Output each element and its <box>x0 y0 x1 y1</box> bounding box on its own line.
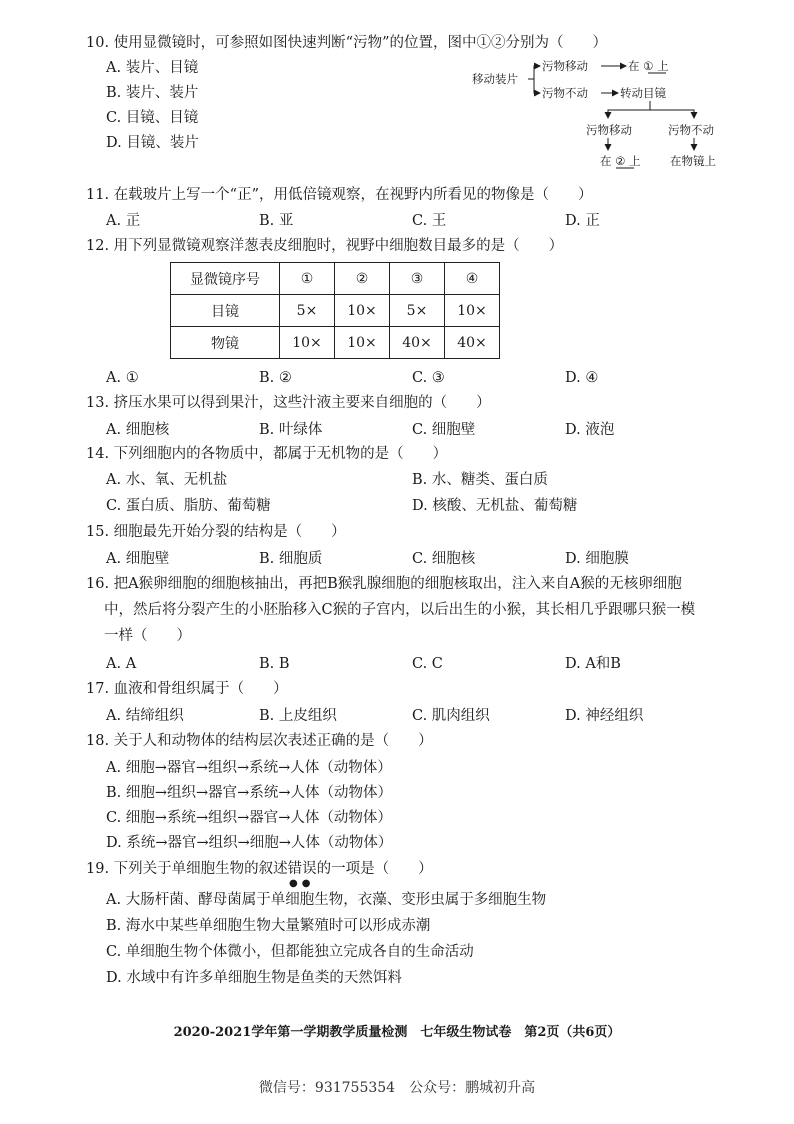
question-19-option-c: C. 单细胞生物个体微小，但都能独立完成各自的生命活动 <box>106 944 474 960</box>
question-15-option-c: C. 细胞核 <box>412 551 476 567</box>
diagram-rotate-eyepiece: 转动目镜 <box>620 86 666 100</box>
diagram-in-2-on: 在 ② 上 <box>600 154 641 168</box>
question-10-option-c: C. 目镜、目镜 <box>106 110 199 126</box>
table-header-cell: ③ <box>390 263 445 295</box>
diagram-on-objective: 在物镜上 <box>670 154 716 168</box>
table-header-cell: 显微镜序号 <box>171 263 280 295</box>
table-header-cell: ① <box>280 263 335 295</box>
diagram-move-slide: 移动装片 <box>472 72 518 86</box>
question-13-option-d: D. 液泡 <box>565 422 615 438</box>
page-footer: 2020-2021学年第一学期教学质量检测 七年级生物试卷 第2页（共6页） <box>173 1025 621 1040</box>
question-11-option-d: D. 正 <box>565 213 600 229</box>
question-18-stem: 18. 关于人和动物体的结构层次表述正确的是（ ） <box>86 733 433 749</box>
question-18-option-c: C. 细胞→系统→组织→器官→人体（动物体） <box>106 810 392 826</box>
question-15-option-b: B. 细胞质 <box>259 551 323 567</box>
table-cell: 物镜 <box>171 327 280 359</box>
question-15-option-a: A. 细胞壁 <box>106 551 170 567</box>
table-row <box>171 295 500 327</box>
question-16-option-b: B. B <box>259 656 290 672</box>
question-14-option-c: C. 蛋白质、脂肪、葡萄糖 <box>106 498 271 514</box>
question-16-option-c: C. C <box>412 656 443 672</box>
question-16-stem-line-2: 中，然后将分裂产生的小胚胎移入C猴的子宫内，以后出生的小猴，其长相几乎跟哪只猴一模 <box>104 602 696 618</box>
emphasis-dots: ●● <box>289 878 315 889</box>
question-18-option-d: D. 系统→器官→组织→细胞→人体（动物体） <box>106 835 393 851</box>
question-11-option-a: A. 㱏 <box>106 213 141 229</box>
question-16-option-d: D. A和B <box>565 656 621 672</box>
question-19-stem: 19. 下列关于单细胞生物的叙述错误的一项是（ ） <box>86 861 433 877</box>
question-12-stem: 12. 用下列显微镜观察洋葱表皮细胞时，视野中细胞数目最多的是（ ） <box>86 238 564 254</box>
table-row <box>171 327 500 359</box>
table-row <box>171 263 500 295</box>
question-13-stem: 13. 挤压水果可以得到果汁，这些汁液主要来自细胞的（ ） <box>86 395 491 411</box>
diagram-dirt-still: 污物不动 <box>542 86 588 100</box>
question-16-stem-line-1: 16. 把A猴卵细胞的细胞核抽出，再把B猴乳腺细胞的细胞核取出，注入来自A猴的无核卵细胞 <box>86 576 682 592</box>
diagram-dirt-still-2: 污物不动 <box>668 123 714 137</box>
diagram-dirt-moves-2: 污物移动 <box>586 123 632 137</box>
question-12-option-a: A. ① <box>106 370 139 386</box>
table-cell: 10× <box>280 327 335 359</box>
question-15-stem: 15. 细胞最先开始分裂的结构是（ ） <box>86 524 346 540</box>
question-17-option-a: A. 结缔组织 <box>106 708 184 724</box>
table-cell: 目镜 <box>171 295 280 327</box>
question-11-option-b: B. 亚 <box>259 213 294 229</box>
table-header-cell: ② <box>335 263 390 295</box>
question-16-option-a: A. A <box>106 656 137 672</box>
microscope-table <box>170 262 500 359</box>
question-16-stem-line-3: 一样（ ） <box>104 628 191 644</box>
diagram-dirt-moves: 污物移动 <box>542 59 588 73</box>
question-14-option-a: A. 水、氧、无机盐 <box>106 472 228 488</box>
table-cell: 40× <box>445 327 500 359</box>
question-13-option-a: A. 细胞核 <box>106 422 170 438</box>
question-12-option-c: C. ③ <box>412 370 445 386</box>
diagram-in-1-on: 在 ① 上 <box>628 59 669 73</box>
question-19-option-b: B. 海水中某些单细胞生物大量繁殖时可以形成赤潮 <box>106 918 431 934</box>
question-14-option-d: D. 核酸、无机盐、葡萄糖 <box>412 498 578 514</box>
question-10-option-b: B. 装片、装片 <box>106 85 199 101</box>
table-cell: 10× <box>335 295 390 327</box>
question-10-option-d: D. 目镜、装片 <box>106 135 199 151</box>
question-11-option-c: C. 王 <box>412 213 447 229</box>
question-17-option-b: B. 上皮组织 <box>259 708 337 724</box>
question-10-option-a: A. 装片、目镜 <box>106 60 199 76</box>
question-17-option-c: C. 肌肉组织 <box>412 708 490 724</box>
question-13-option-b: B. 叶绿体 <box>259 422 323 438</box>
question-18-option-a: A. 细胞→器官→组织→系统→人体（动物体） <box>106 760 392 776</box>
question-19-option-a: A. 大肠杆菌、酵母菌属于单细胞生物，衣藻、变形虫属于多细胞生物 <box>106 892 547 908</box>
question-15-option-d: D. 细胞膜 <box>565 551 629 567</box>
table-cell: 5× <box>280 295 335 327</box>
question-11-stem: 11. 在载玻片上写一个“正”，用低倍镜观察，在视野内所看见的物像是（ ） <box>86 187 593 203</box>
table-header-cell: ④ <box>445 263 500 295</box>
question-17-stem: 17. 血液和骨组织属于（ ） <box>86 681 288 697</box>
table-cell: 40× <box>390 327 445 359</box>
question-12-option-d: D. ④ <box>565 370 599 386</box>
question-12-option-b: B. ② <box>259 370 292 386</box>
dirt-location-flowchart <box>468 54 728 174</box>
question-14-stem: 14. 下列细胞内的各物质中，都属于无机物的是（ ） <box>86 446 448 462</box>
question-10-stem: 10. 使用显微镜时，可参照如图快速判断“污物”的位置，图中①②分别为（ ） <box>86 35 607 51</box>
watermark-text: 微信号：931755354 公众号：鹏城初升高 <box>258 1080 536 1096</box>
question-18-option-b: B. 细胞→组织→器官→系统→人体（动物体） <box>106 785 392 801</box>
table-cell: 10× <box>335 327 390 359</box>
question-13-option-c: C. 细胞壁 <box>412 422 476 438</box>
question-17-option-d: D. 神经组织 <box>565 708 644 724</box>
question-19-option-d: D. 水域中有许多单细胞生物是鱼类的天然饵料 <box>106 970 402 986</box>
table-cell: 10× <box>445 295 500 327</box>
table-cell: 5× <box>390 295 445 327</box>
question-14-option-b: B. 水、糖类、蛋白质 <box>412 472 548 488</box>
